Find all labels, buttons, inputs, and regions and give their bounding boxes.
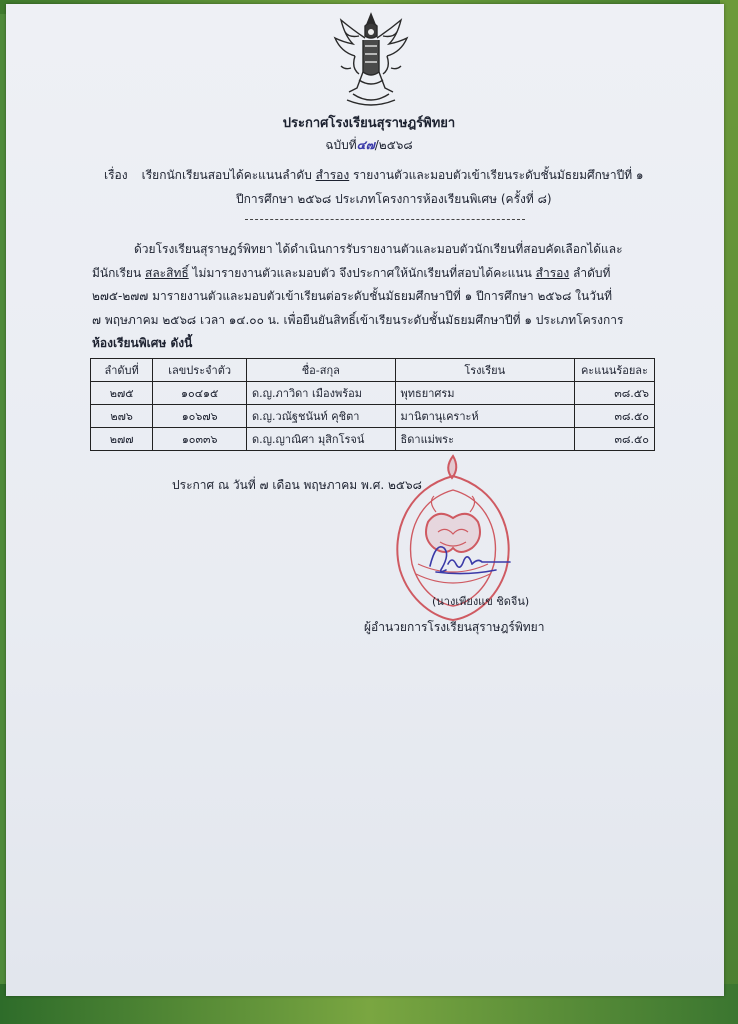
- signer-name: (นางเพียงแข ชิดจีน): [432, 595, 530, 608]
- announcement-title: ประกาศโรงเรียนสุราษฎร์พิทยา: [282, 116, 456, 131]
- cell-school: พุทธยาศรม: [395, 382, 574, 405]
- body-l5: ห้องเรียนพิเศษ ดังนี้: [92, 336, 193, 350]
- body-line-1: ด้วยโรงเรียนสุราษฎร์พิทยา ได้ดำเนินการรับรายงานตัวและมอบตัวนักเรียนที่สอบคัดเลือกได้และ: [134, 242, 623, 256]
- signer-role: ผู้อำนวยการโรงเรียนสุราษฎร์พิทยา: [364, 620, 545, 634]
- cell-score: ๓๘.๕๐: [574, 405, 654, 428]
- issue-number-handwritten: ๔๗: [356, 138, 375, 152]
- subject-reserve: สำรอง: [315, 168, 350, 182]
- body-l2c: ลำดับที่: [573, 265, 611, 280]
- body-paragraph: [92, 238, 678, 356]
- body-line-5: [92, 332, 678, 356]
- subject-text-2: รายงานตัวและมอบตัวเข้าเรียนระดับชั้นมัธยมศึกษาปีที่ ๑: [353, 168, 644, 182]
- issue-number: [0, 136, 738, 155]
- separator-line: [245, 219, 525, 220]
- cell-rank: ๒๗๗: [91, 428, 153, 451]
- col-header-school: โรงเรียน: [395, 359, 574, 382]
- garuda-emblem-icon: [329, 10, 413, 110]
- col-header-rank: ลำดับที่: [91, 359, 153, 382]
- results-table: [90, 358, 655, 451]
- body-l2b: ไม่มารายงานตัวและมอบตัว จึงประกาศให้นักเรียนที่สอบได้คะแนน: [192, 265, 532, 280]
- cell-school: มานิตานุเคราะห์: [395, 405, 574, 428]
- cell-score: ๓๘.๕๖: [574, 382, 654, 405]
- col-header-score: คะแนนร้อยละ: [574, 359, 654, 382]
- table-row: [91, 428, 655, 451]
- cell-name: ด.ญ.ญาณิศา มุสิกโรจน์: [247, 428, 396, 451]
- table-row: [91, 405, 655, 428]
- subject-line-2: ปีการศึกษา ๒๕๖๘ ประเภทโครงการห้องเรียนพิเศษ (ครั้งที่ ๘): [236, 192, 552, 206]
- body-line-3: ๒๗๕-๒๗๗ มารายงานตัวและมอบตัวเข้าเรียนต่อระดับชั้นมัธยมศึกษาปีที่ ๑ ปีการศึกษา ๒๕๖๘ ในวันที่: [92, 289, 613, 303]
- subject-label: เรื่อง: [104, 168, 128, 182]
- cell-rank: ๒๗๖: [91, 405, 153, 428]
- table-row: [91, 382, 655, 405]
- cell-rank: ๒๗๕: [91, 382, 153, 405]
- cell-score: ๓๘.๕๐: [574, 428, 654, 451]
- body-waive: สละสิทธิ์: [145, 265, 189, 280]
- signature-icon: [426, 536, 516, 580]
- issue-year: /๒๕๖๘: [374, 138, 413, 152]
- body-line-4: ๗ พฤษภาคม ๒๕๖๘ เวลา ๑๔.๐๐ น. เพื่อยืนยันสิทธิ์เข้าเรียนระดับชั้นมัธยมศึกษาปีที่ ๑ ประเภทโครงการ: [92, 312, 624, 327]
- subject-text-1: เรียกนักเรียนสอบได้คะแนนลำดับ: [141, 168, 312, 182]
- table-header-row: [91, 359, 655, 382]
- cell-school: ธิดาแม่พระ: [395, 428, 574, 451]
- body-line-2: [92, 262, 678, 286]
- issue-prefix: ฉบับที่: [325, 138, 357, 152]
- announce-date: ประกาศ ณ วันที่ ๗ เดือน พฤษภาคม พ.ศ. ๒๕๖๘: [172, 478, 422, 492]
- body-l2a: มีนักเรียน: [92, 265, 142, 280]
- body-reserve: สำรอง: [535, 265, 570, 280]
- col-header-name: ชื่อ-สกุล: [247, 359, 396, 382]
- cell-id: ๑๐๓๓๖: [153, 428, 247, 451]
- cell-id: ๑๐๔๑๕: [153, 382, 247, 405]
- cell-name: ด.ญ.ภาวิดา เมืองพร้อม: [247, 382, 396, 405]
- cell-name: ด.ญ.วณัฐชนันท์ คุชิตา: [247, 405, 396, 428]
- cell-id: ๑๐๖๗๖: [153, 405, 247, 428]
- col-header-id: เลขประจำตัว: [153, 359, 247, 382]
- subject-line-1: [104, 166, 644, 185]
